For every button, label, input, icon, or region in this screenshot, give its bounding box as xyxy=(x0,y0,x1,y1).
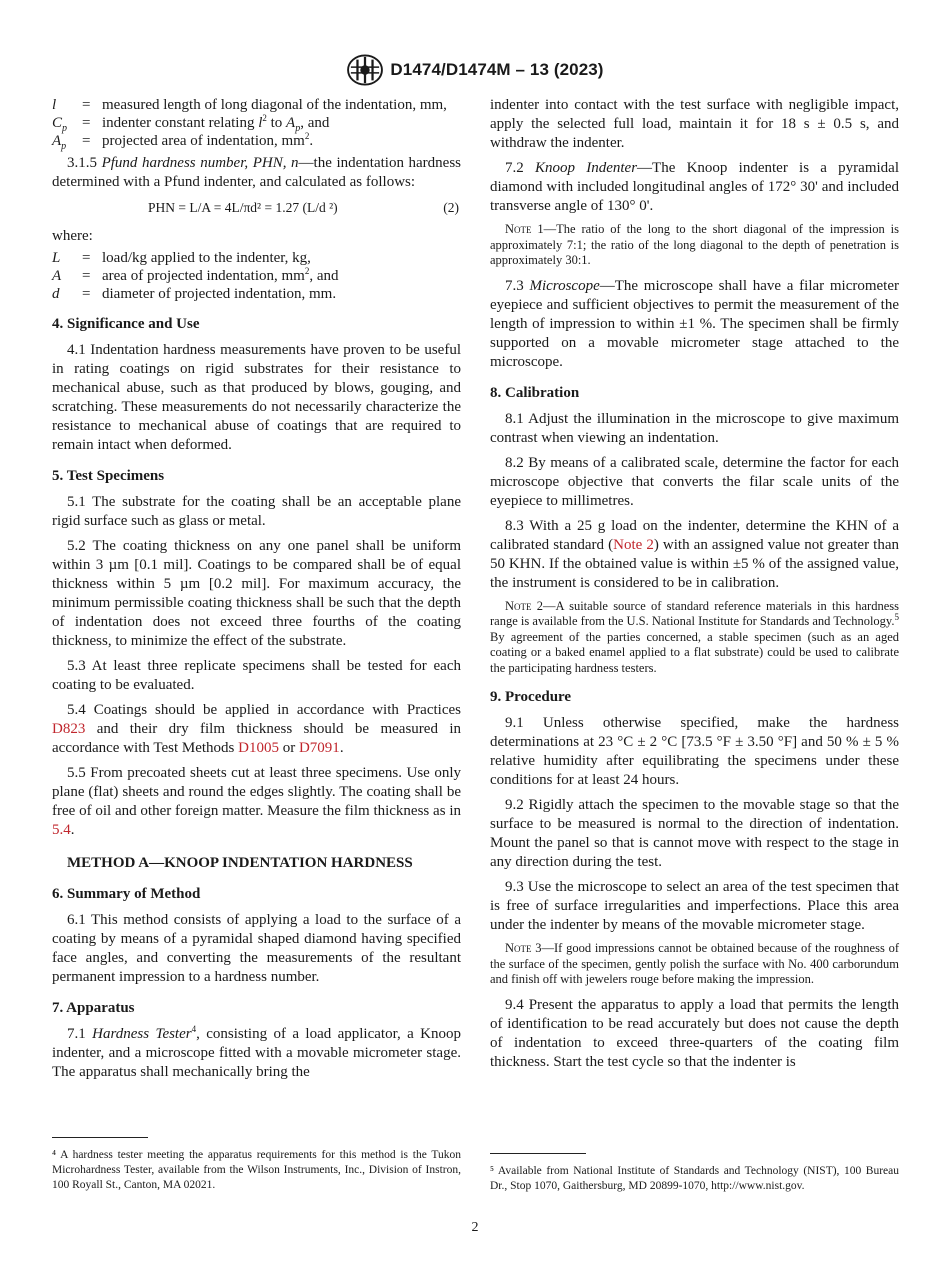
paragraph-9-2: 9.2 Rigidly attach the specimen to the movable stage so that the surface to be measured is normal to the direction of indentation. Mount the panel so that is cannot move with respect to the stage in any direction during the test. xyxy=(490,797,899,870)
link-d7091[interactable]: D7091 xyxy=(298,740,340,756)
page-header xyxy=(0,52,950,88)
paragraph-9-4: 9.4 Present the apparatus to apply a load that permits the length of identification to be read accurately but does not cause the depth of indentation to exceed three-quarters of the coating film thickness. Start the test cycle so that the indenter is xyxy=(490,996,899,1070)
section-heading-5: 5. Test Specimens xyxy=(52,468,165,484)
right-column xyxy=(490,96,899,1078)
equation-expression: PHN = L/A = 4L/πd² = 1.27 (L/d ²) xyxy=(148,200,338,215)
paragraph-5-3: 5.3 At least three replicate specimens shall be tested for each coating to be evaluated. xyxy=(52,658,461,693)
note-1: Note 1—The ratio of the long to the short diagonal of the impression is approximately 7:1; the ratio of the long diagonal to the depth of penetration is approximately 30:1. xyxy=(490,222,899,267)
var-equals: = xyxy=(82,133,91,149)
paragraph-5-5: 5.5 From precoated sheets cut at least three specimens. Use only plane (flat) sheets and round the edges slightly. The coating shall be free of oil and other foreign matter. Measure the film thickness as in 5.4. xyxy=(52,765,461,838)
paragraph-7-2: 7.2 Knoop Indenter—The Knoop indenter is a pyramidal diamond with included longitudinal angles of 172° 30' and included transverse angle of 130° 0'. xyxy=(490,160,899,214)
paragraph-5-4: 5.4 Coatings should be applied in accordance with Practices D823 and their dry film thickness should be measured in accordance with Test Methods D1005 or D7091. xyxy=(52,702,461,756)
var-symbol: l xyxy=(52,97,57,113)
note-2: Note 2—A suitable source of standard reference materials in this hardness range is available from the U.S. National Institute for Standards and Technology.$^5$ By agreement of the parties concerned, a stable specimen (such as an aged coating or a baked enamel applied to a flat substrate) could be used to calibrate the participating hardness testers. xyxy=(490,598,899,675)
var-symbol: d xyxy=(52,286,60,302)
var-definition: projected area of indentation, $mm^2$. xyxy=(102,131,314,149)
var-symbol: A xyxy=(52,268,62,284)
section-heading-9: 9. Procedure xyxy=(490,689,572,705)
left-column xyxy=(52,96,461,1088)
page-number: 2 xyxy=(471,1220,479,1235)
variable-row xyxy=(52,114,461,132)
paragraph-7-1-continued: indenter into contact with the test surface with negligible impact, apply the selected full load, maintain it for 18 s ± 0.5 s, and withdraw the indenter. xyxy=(490,97,899,151)
var-definition: load/kg applied to the indenter, kg, xyxy=(102,250,311,266)
footnote-5: ⁵ Available from National Institute of Standards and Technology (NIST), 100 Bureau Dr., Stop 1070, Gaithersburg, MD 20899-1070, http://www.nist.gov. xyxy=(490,1165,899,1192)
var-definition: area of projected indentation, $mm^2$, and xyxy=(102,266,339,284)
section-heading-7: 7. Apparatus xyxy=(52,1000,135,1016)
paragraph-3-1-5: 3.1.5 Pfund hardness number, PHN, n—the indentation hardness determined with a Pfund indenter, and calculated as follows: xyxy=(52,155,462,190)
paragraph-8-3: 8.3 With a 25 g load on the indenter, determine the KHN of a calibrated standard (Note 2) with an assigned value not greater than 50 KHN. If the obtained value is within ±5 % of the assigned value, the instrument is considered to be in calibration. xyxy=(490,517,899,591)
footnote-4: ⁴ A hardness tester meeting the apparatus requirements for this method is the Tukon Microhardness Tester, available from the Wilson Instruments, Inc., Division of Instron, 100 Royall St., Canton, MA 02021. xyxy=(52,1149,461,1191)
section-heading-4: 4. Significance and Use xyxy=(52,316,200,332)
link-note-2[interactable]: Note 2 xyxy=(613,536,654,553)
paragraph-5-1: 5.1 The substrate for the coating shall be an acceptable plane rigid surface such as glass or metal. xyxy=(52,494,461,529)
variable-list-2 xyxy=(52,249,461,303)
var-definition: diameter of projected indentation, mm. xyxy=(102,286,337,302)
paragraph-5-2: 5.2 The coating thickness on any one panel shall be uniform within 3 µm [0.1 mil]. Coatings to be compared shall be of equal thickness within 5 µm [0.2 mil]. For maximum accuracy, the minimum permissible coating thickness shall be such that the depth of indentation does not exceed three fourths of the coating thickness, to minimize the effect of the substrate. xyxy=(52,538,461,649)
var-definition: indenter constant relating $l^2$ to $A_p$, and xyxy=(102,113,330,134)
var-symbol: $C_p$ xyxy=(52,115,68,134)
paragraph-7-3: 7.3 Microscope—The microscope shall have a filar micrometer eyepiece and sufficient objectives to permit the measurement of the length of impression to within ±1 %. The specimen shall be firmly supported on a movable micrometer stage attached to the microscope. xyxy=(490,277,899,370)
variable-row xyxy=(52,267,461,285)
paragraph-9-3: 9.3 Use the microscope to select an area of the test specimen that is free of surface irregularities and imperfections. Place this area under the indenter by means of the movable micrometer stage. xyxy=(490,879,899,933)
variable-row xyxy=(52,249,461,267)
equation-number: (2) xyxy=(443,200,459,215)
variable-row xyxy=(52,96,461,114)
variable-row xyxy=(52,132,461,150)
variable-row xyxy=(52,285,461,303)
note-3: Note 3—If good impressions cannot be obtained because of the roughness of the surface of the specimen, gently polish the surface with No. 400 carborundum and finish off with jewelers rouge before making the impression. xyxy=(490,941,899,986)
paragraph-7-1: 7.1 Hardness Tester$^4$, consisting of a load applicator, a Knoop indenter, and a microscope fitted with a movable micrometer stage. The apparatus shall mechanically bring the xyxy=(52,1024,461,1080)
paragraph-9-1: 9.1 Unless otherwise specified, make the hardness determinations at 23 °C ± 2 °C [73.5 °F ± 3.50 °F] and 50 % ± 5 % relative humidity after equilibrating the specimens under these conditions for at least 24 hours. xyxy=(490,715,899,788)
var-symbol: $A_p$ xyxy=(52,133,67,152)
paragraph-8-1: 8.1 Adjust the illumination in the microscope to give maximum contrast when viewing an indentation. xyxy=(490,410,899,446)
var-equals: = xyxy=(82,286,91,302)
method-a-heading: METHOD A—KNOOP INDENTATION HARDNESS xyxy=(67,855,413,871)
footnote-rule-left xyxy=(52,1137,148,1138)
var-equals: = xyxy=(82,97,91,113)
var-equals: = xyxy=(82,250,91,266)
section-heading-6: 6. Summary of Method xyxy=(52,886,201,902)
link-section-5-4[interactable]: 5.4 xyxy=(52,822,71,838)
paragraph-4-1: 4.1 Indentation hardness measurements have proven to be useful in rating coatings on rigid substrates for their resistance to mechanical abuse, such as that produced by blows, gouging, and scratching. These measurements do not necessarily characterize the resistance to mechanical abuse of coatings that are required to remain intact when deformed. xyxy=(52,342,461,453)
var-equals: = xyxy=(82,115,91,131)
variable-list-1 xyxy=(52,96,461,150)
var-equals: = xyxy=(82,268,91,284)
paragraph-8-2: 8.2 By means of a calibrated scale, determine the factor for each microscope objective that converts the filar scale units of the eyepiece to millimetres. xyxy=(490,454,899,509)
section-heading-8: 8. Calibration xyxy=(490,384,580,401)
footnote-rule-right xyxy=(490,1153,586,1154)
link-d823[interactable]: D823 xyxy=(52,721,86,737)
link-d1005[interactable]: D1005 xyxy=(238,740,279,756)
var-symbol: L xyxy=(52,250,61,266)
equation-2 xyxy=(52,198,461,217)
where-label: where: xyxy=(52,228,93,244)
var-definition: measured length of long diagonal of the indentation, mm, xyxy=(102,97,447,113)
astm-logo-icon xyxy=(346,54,384,86)
standard-designation: D1474/D1474M – 13 (2023) xyxy=(390,60,604,79)
paragraph-6-1: 6.1 This method consists of applying a load to the surface of a coating by means of a pyramidal shaped diamond having specified face angles, and converting the measurements of the resultant permanent impression to a hardness number. xyxy=(52,912,461,985)
